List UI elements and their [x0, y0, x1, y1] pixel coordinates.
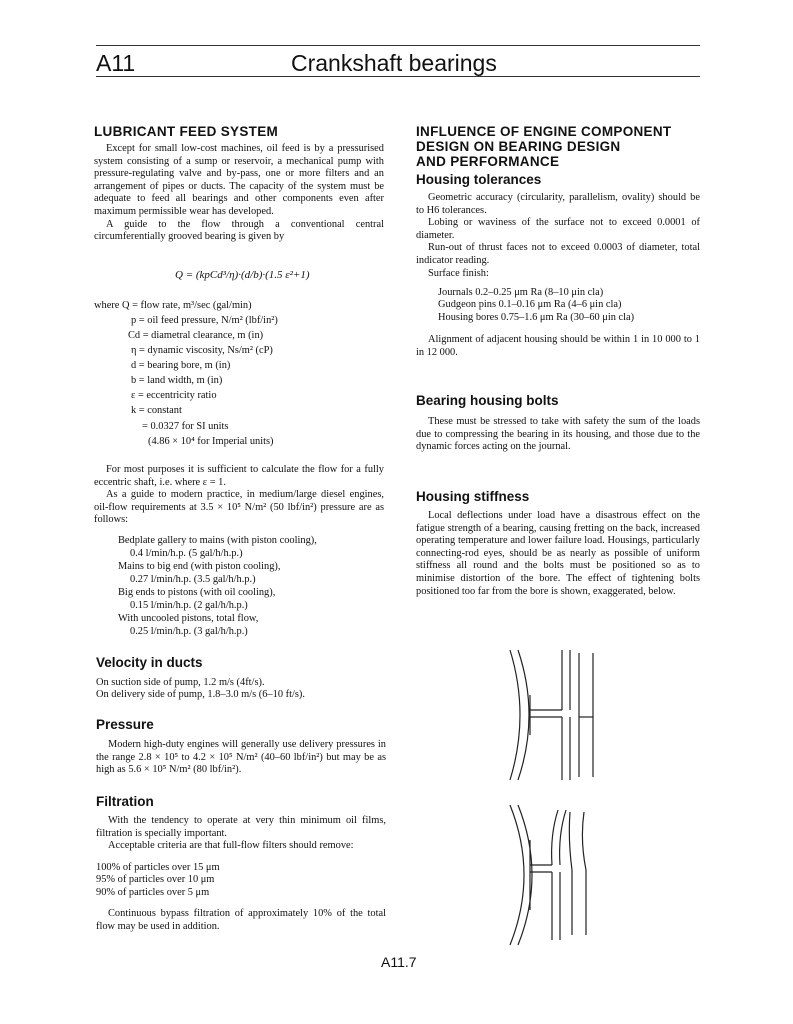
velocity-suction: On suction side of pump, 1.2 m/s (4ft/s). [96, 677, 265, 688]
where-line-8: k = constant [131, 405, 182, 416]
where-line-9: = 0.0327 for SI units [142, 421, 229, 432]
bearing-bore-arc [510, 650, 520, 780]
lubricant-paragraph-1: Except for small low-cost machines, oil feed is by a pressurised system consisting of a sump or reservoir, a mechanical pump with pressure-regulating valve and by-pass, one or more filters and an arrangement of pipes or ducts. The capacity of the system must be adequate to feed all bearings and other components even after maximum permissible wear has developed. [94, 143, 384, 217]
lubricant-section [94, 124, 384, 244]
requirement-5: Big ends to pistons (with oil cooling), [118, 587, 276, 598]
lubricant-paragraph-3: For most purposes it is sufficient to calculate the flow for a fully eccentric shaft, i.e. where ε = 1. [94, 464, 384, 488]
velocity-delivery: On delivery side of pump, 1.8–3.0 m/s (6–10 ft/s). [96, 689, 305, 701]
requirement-8: 0.25 l/min/h.p. (3 gal/h/h.p.) [130, 626, 248, 637]
requirement-7: With uncooled pistons, total flow, [118, 613, 259, 624]
requirement-1: Bedplate gallery to mains (with piston cooling), [118, 535, 317, 546]
where-line-3: Cd = diametral clearance, m (in) [128, 330, 264, 341]
finish-housing-bores: Housing bores 0.75–1.6 μm Ra (30–60 μin cla) [438, 311, 635, 323]
finish-gudgeon-pins: Gudgeon pins 0.1–0.16 μm Ra (4–6 μin cla) [438, 299, 622, 311]
bolts-paragraph: These must be stressed to take with safety the sum of the loads due to compressing the bearing in its housing, and those due to the dynamic forces acting on the journal. [416, 416, 700, 453]
stiffness-paragraph: Local deflections under load have a disastrous effect on the fatigue strength of a bearing, causing fretting on the back, increased operating temperature and lower failure load. Housings, particularly connecting-rod eyes, should be as nearly as possible of uniform stiffness all round and the bolts must be positioned so as to minimise distortion of the bore. The effect of tightening bolts positioned too far from the bore is shown, exaggerated, below. [416, 510, 700, 597]
filtration-paragraph-1: With the tendency to operate at very thin minimum oil films, filtration is specially important. [96, 815, 386, 839]
tolerances-paragraph-2: Lobing or waviness of the surface not to exceed 0.0001 of diameter. [416, 217, 700, 241]
distorted-face-right [582, 812, 586, 935]
stiffness-section [416, 489, 700, 598]
page-title: Crankshaft bearings [291, 50, 497, 76]
distorted-bore-arc [510, 805, 524, 945]
housing-diagram-distorted [500, 800, 610, 950]
where-line-4: η = dynamic viscosity, Ns/m² (cP) [131, 345, 273, 356]
criterion-2: 95% of particles over 10 μm [96, 874, 215, 886]
where-line-10: (4.86 × 10⁴ for Imperial units) [148, 436, 274, 447]
header-bottom-rule [96, 76, 700, 77]
tolerances-paragraph-1: Geometric accuracy (circularity, parallelism, ovality) should be to H6 tolerances. [416, 192, 700, 216]
finish-journals: Journals 0.2–0.25 μm Ra (8–10 μin cla) [438, 286, 604, 298]
surface-finish-label: Surface finish: [428, 267, 489, 279]
header-top-rule [96, 45, 700, 46]
bolts-heading: Bearing housing bolts [416, 393, 559, 408]
filtration-paragraph-3: Continuous bypass filtration of approximately 10% of the total flow may be used in addition. [96, 908, 386, 932]
stiffness-heading: Housing stiffness [416, 489, 530, 504]
tolerances-paragraph-4: Alignment of adjacent housing should be within 1 in 10 000 to 1 in 12 000. [416, 334, 700, 358]
distorted-bolt-upper-right [560, 810, 566, 865]
filtration-criteria [96, 862, 386, 899]
distorted-bolt-upper-left [552, 810, 558, 865]
criterion-3: 90% of particles over 5 μm [96, 886, 210, 898]
bolts-section [416, 393, 700, 454]
where-line-5: d = bearing bore, m (in) [131, 360, 231, 371]
page-number: A11.7 [381, 954, 417, 970]
where-line-7: ε = eccentricity ratio [131, 390, 217, 401]
lubricant-continued [94, 464, 384, 527]
requirement-4: 0.27 l/min/h.p. (3.5 gal/h/h.p.) [130, 574, 256, 585]
velocity-heading: Velocity in ducts [96, 655, 203, 670]
filtration-paragraph-2: Acceptable criteria are that full-flow filters should remove: [108, 840, 354, 852]
lubricant-paragraph-2: A guide to the flow through a conventional central circumferentially grooved bearing is given by [94, 218, 384, 243]
influence-heading-line-1: INFLUENCE OF ENGINE COMPONENT [416, 124, 672, 139]
influence-heading-line-3: AND PERFORMANCE [416, 154, 560, 169]
influence-heading-line-2: DESIGN ON BEARING DESIGN [416, 139, 621, 154]
flow-equation: Q = (kpCd³/η)·(d/b)·(1.5 ε²+1) [175, 269, 310, 281]
distorted-face-left [569, 812, 572, 935]
tolerances-paragraph-3: Run-out of thrust faces not to exceed 0.0003 of diameter, total indicator reading. [416, 242, 700, 266]
surface-finish-list [416, 287, 700, 324]
requirement-3: Mains to big end (with piston cooling), [118, 561, 281, 572]
filtration-section [96, 794, 386, 933]
velocity-section [96, 655, 386, 702]
section-code: A11 [96, 50, 136, 76]
where-line-1: where Q = flow rate, m³/sec (gal/min) [94, 300, 252, 311]
housing-tolerances-section [416, 172, 700, 359]
filtration-heading: Filtration [96, 794, 154, 809]
where-line-6: b = land width, m (in) [131, 375, 223, 386]
pressure-heading: Pressure [96, 717, 154, 732]
requirement-2: 0.4 l/min/h.p. (5 gal/h/h.p.) [130, 548, 243, 559]
requirement-6: 0.15 l/min/h.p. (2 gal/h/h.p.) [130, 600, 248, 611]
housing-diagram-upright [500, 645, 610, 785]
lubricant-paragraph-4: As a guide to modern practice, in medium/large diesel engines, oil-flow requirements at 3.5 × 10⁵ N/m² (50 lbf/in²) pressure are as follows: [94, 489, 384, 526]
pressure-paragraph: Modern high-duty engines will generally use delivery pressures in the range 2.8 × 10⁵ to 4.2 × 10⁵ N/m² (40–60 lbf/in²) but may be as high as 5.6 × 10⁵ N/m² (80 lbf/in²). [96, 739, 386, 776]
where-line-2: p = oil feed pressure, N/m² (lbf/in²) [131, 315, 278, 326]
lubricant-heading: LUBRICANT FEED SYSTEM [94, 124, 279, 139]
influence-heading [416, 124, 706, 169]
criterion-1: 100% of particles over 15 μm [96, 861, 220, 873]
housing-tolerances-heading: Housing tolerances [416, 172, 542, 187]
pressure-section [96, 717, 386, 777]
